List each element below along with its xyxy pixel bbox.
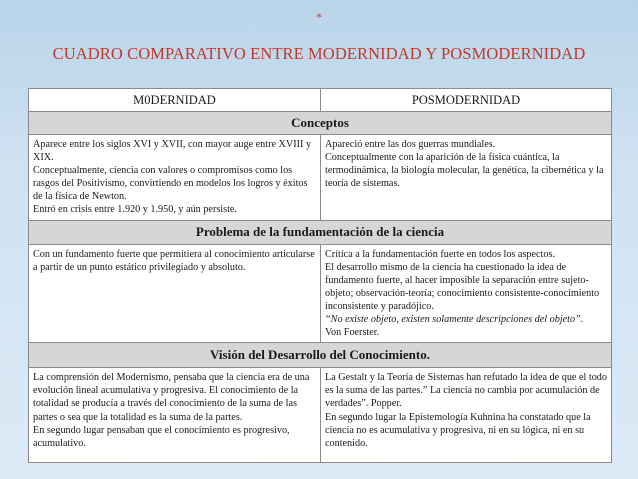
table-row <box>29 244 612 343</box>
cell-modernidad-fundamentacion <box>29 244 321 343</box>
table-row <box>29 368 612 463</box>
table-header-row <box>29 89 612 112</box>
cell-paragraph: Conceptualmente con la aparición de la física cuántica, la termodinámica, la biología molecular, la genética, la cibernética y la teoría de sistemas. <box>325 152 604 190</box>
cell-modernidad-desarrollo <box>29 368 321 463</box>
column-header-posmodernidad: POSMODERNIDAD <box>321 89 612 112</box>
table-row <box>29 135 612 221</box>
section-title-fundamentacion: Problema de la fundamentación de la ciencia <box>29 220 612 244</box>
cell-paragraph: Entró en crisis entre 1.920 y 1.950, y aún persiste. <box>33 204 237 216</box>
cell-posmodernidad-conceptos <box>321 135 612 221</box>
cell-paragraph: En segundo lugar la Epistemología Kuhnina ha constatado que la ciencia no es acumulativa y progresiva, ni en su lógica, ni en su contenido. <box>325 411 591 449</box>
cell-paragraph: Aparece entre los siglos XVI y XVII, con mayor auge entre XVIII y XIX. <box>33 139 312 164</box>
cell-paragraph: Crítica a la fundamentación fuerte en todos los aspectos. <box>325 248 555 260</box>
cell-posmodernidad-fundamentacion <box>321 244 612 343</box>
section-header-row <box>29 343 612 368</box>
cell-paragraph: La comprensión del Modernismo, pensaba que la ciencia era de una evolución lineal acumulativa y progresiva. El conocimiento de la totalidad se producía a través del conocimiento de la suma de las partes o sea que la totalidad es la suma de la partes. <box>33 372 310 423</box>
cell-quote: “No existe objeto, existen solamente descripciones del objeto”. <box>325 314 584 326</box>
section-header-row <box>29 220 612 244</box>
cell-paragraph: En segundo lugar pensaban que el conocimiento es progresivo, acumulativo. <box>33 424 290 449</box>
cell-posmodernidad-desarrollo <box>321 368 612 463</box>
comparison-table <box>28 88 612 463</box>
section-title-conceptos: Conceptos <box>29 112 612 135</box>
section-title-desarrollo: Visión del Desarrollo del Conocimiento. <box>29 343 612 368</box>
cell-quote-author: Von Foerster. <box>325 327 380 339</box>
cell-modernidad-conceptos <box>29 135 321 221</box>
cell-paragraph: Conceptualmente, ciencia con valores o compromisos como los rasgos del Positivismo, convirtiendo en modelos los logros y éxitos de la física de Newton. <box>33 165 308 203</box>
slide-title: CUADRO COMPARATIVO ENTRE MODERNIDAD Y POSMODERNIDAD <box>52 44 586 63</box>
cell-paragraph: Apareció entre las dos guerras mundiales. <box>325 139 496 150</box>
column-header-modernidad: M0DERNIDAD <box>29 89 321 112</box>
cell-paragraph: La Gestalt y la Teoría de Sistemas han refutado la idea de que el todo es la suma de las partes.” La ciencia no cambia por acumulación de verdades”. Popper. <box>325 372 607 410</box>
cell-paragraph: Con un fundamento fuerte que permitiera al conocimiento articularse a partir de un punto estático privilegiado y absoluto. <box>33 248 315 273</box>
cell-paragraph: El desarrollo mismo de la ciencia ha cuestionado la idea de fundamento fuerte, al hacer imposible la separación entre sujeto-objeto; observación-teoría; conocimiento consistente-conocimiento inconsistente y paradójico. <box>325 261 600 312</box>
star-decoration: * <box>316 10 322 24</box>
section-header-row <box>29 112 612 135</box>
